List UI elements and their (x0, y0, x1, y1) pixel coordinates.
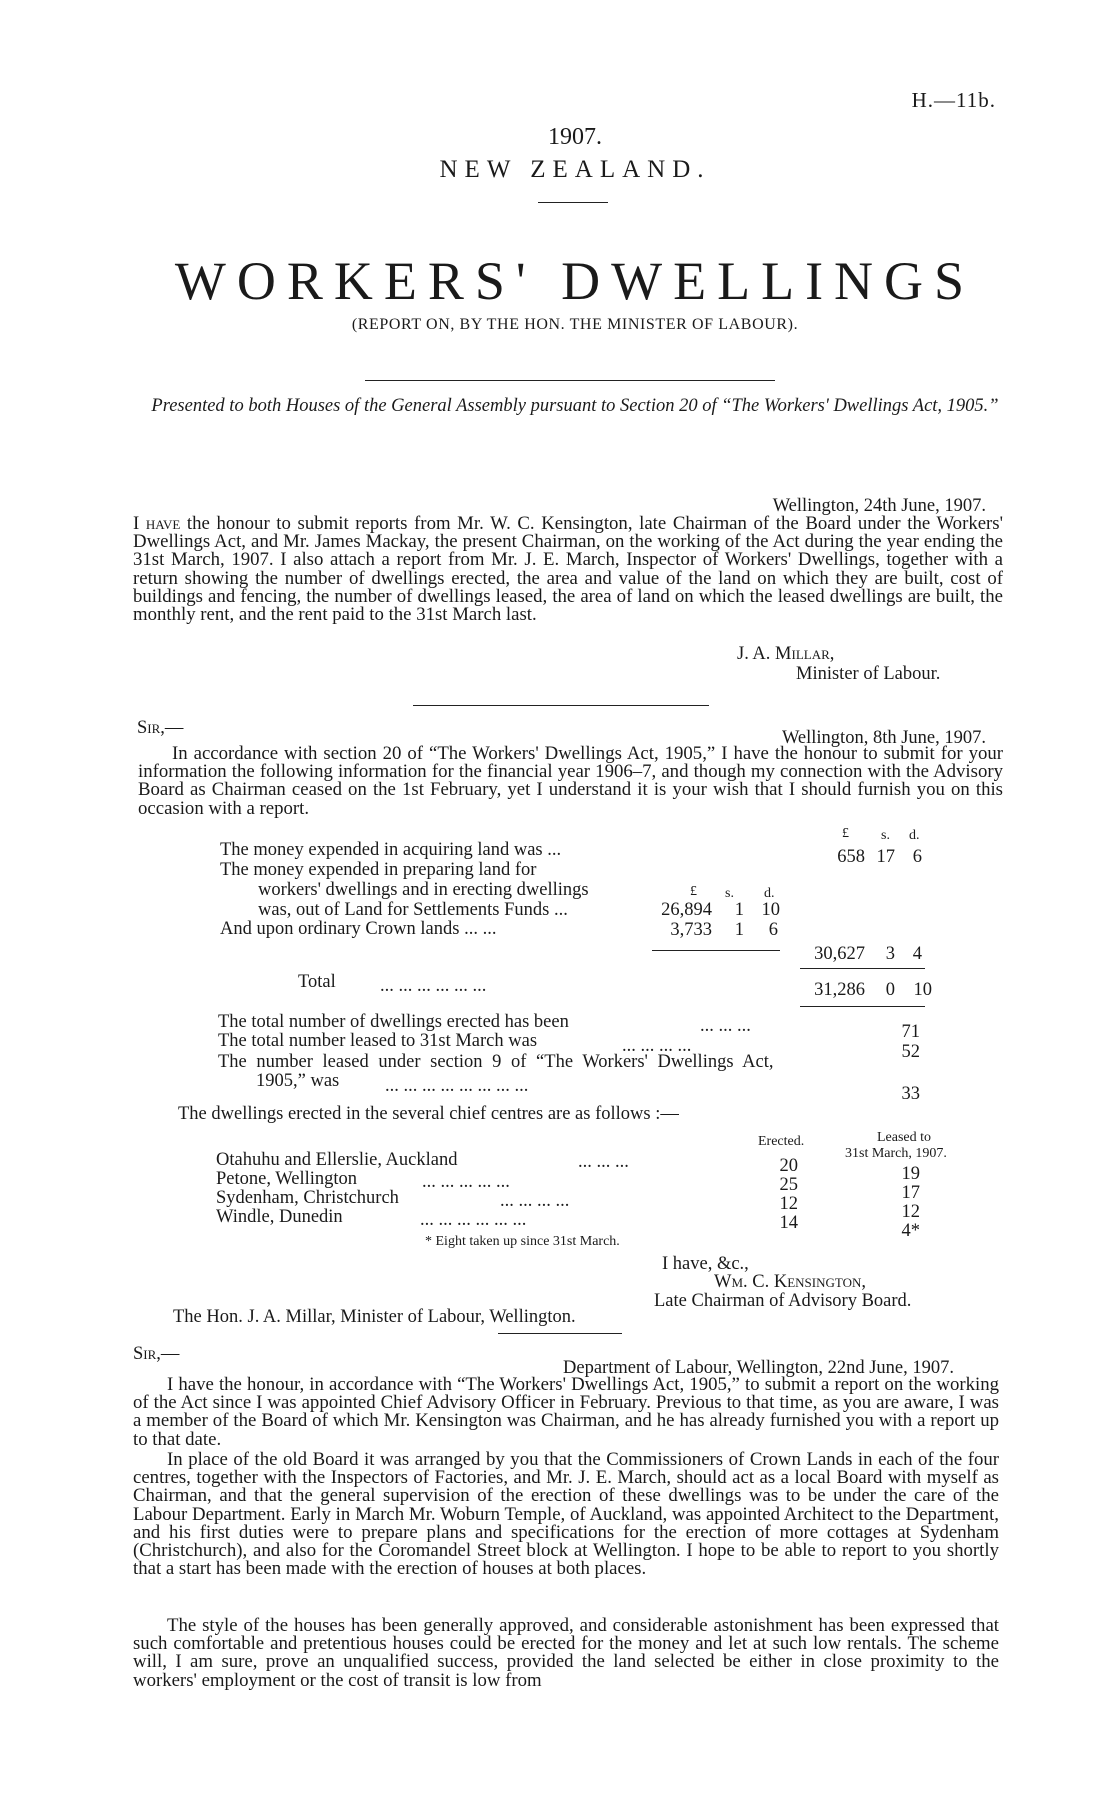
centre-leased: 4* (901, 1221, 920, 1241)
money-lsf-pounds: 26,894 (661, 900, 712, 920)
centres-header-erected: Erected. (758, 1134, 805, 1149)
presented-note: Presented to both Houses of the General Assembly pursuant to Section 20 of “The Workers' Dwellings Act, 1905.” (151, 396, 999, 416)
section-rule-1 (413, 705, 709, 706)
count-leased-value: 52 (901, 1042, 920, 1062)
centre-leaders: ... ... ... ... ... (422, 1172, 510, 1192)
kensington-signature: Wm. C. Kensington, (714, 1272, 866, 1292)
centre-erected: 25 (779, 1175, 798, 1195)
centres-footnote: * Eight taken up since 31st March. (425, 1234, 620, 1249)
money-land-pounds: 658 (837, 847, 865, 867)
count-section9-line-2: 1905,” was (256, 1071, 340, 1091)
money-subtotal-pounds: 30,627 (814, 944, 865, 964)
document-subtitle: (REPORT ON, BY THE HON. THE MINISTER OF LABOUR). (351, 316, 799, 333)
mackay-salutation: Sir,— (133, 1344, 180, 1364)
header-rule (538, 202, 608, 203)
centre-leased: 19 (901, 1164, 920, 1184)
money-header-shillings: s. (881, 828, 890, 843)
money-header-pence: d. (909, 828, 920, 843)
kensington-signature-title: Late Chairman of Advisory Board. (654, 1291, 912, 1311)
mackay-dateline: Department of Labour, Wellington, 22nd June, 1907. (563, 1358, 954, 1378)
centre-leaders: ... ... ... (578, 1152, 629, 1172)
centre-erected: 20 (779, 1156, 798, 1176)
count-erected-leaders: ... ... ... (700, 1016, 751, 1036)
minister-signature: J. A. Millar, (737, 644, 835, 664)
centres-header-leased-1: Leased to (877, 1130, 932, 1145)
money-total-leaders: ... ... ... ... ... ... (380, 976, 487, 996)
centre-name: Petone, Wellington (216, 1169, 358, 1189)
document-year: 1907. (548, 124, 602, 150)
money-sub-header-pounds: £ (690, 884, 697, 899)
kensington-letter-body: In accordance with section 20 of “The Workers' Dwellings Act, 1905,” I have the honour to submit for your information the following information for the financial year 1906–7, and though my connection with the Advisory Board as Chairman ceased on the 1st February, yet I understand it is your wish that I should furnish you on this occasion with a report. (138, 743, 1003, 819)
money-sub-header-shillings: s. (725, 886, 734, 901)
centre-name: Sydenham, Christchurch (216, 1188, 399, 1208)
mackay-paragraph: The style of the houses has been generally approved, and considerable astonishment has been expressed that such comfortable and pretentious houses could be erected for the money and let at such low rentals. The scheme will, I am sure, prove an unqualified success, provided the land selected be either in close proximity to the workers' employment or the cost of transit is low from (133, 1615, 999, 1691)
money-crown-label: And upon ordinary Crown lands ... ... (220, 919, 497, 939)
money-prep-line-1: The money expended in preparing land for (220, 860, 537, 880)
money-header-pounds: £ (842, 826, 849, 841)
money-total-pence: 10 (913, 980, 932, 1000)
money-land-pence: 6 (912, 847, 922, 867)
centre-erected: 14 (779, 1213, 798, 1233)
money-land-label: The money expended in acquiring land was ... (220, 840, 562, 860)
centre-name: Windle, Dunedin (216, 1207, 343, 1227)
centre-leaders: ... ... ... ... ... ... (420, 1210, 527, 1230)
money-total-rule (800, 1006, 925, 1007)
kensington-dateline: Wellington, 8th June, 1907. (781, 728, 986, 748)
count-leased-leaders: ... ... ... ... (622, 1036, 692, 1056)
centre-leaders: ... ... ... ... (500, 1191, 570, 1211)
money-total-pounds: 31,286 (814, 980, 865, 1000)
centre-erected: 12 (779, 1194, 798, 1214)
minister-dateline: Wellington, 24th June, 1907. (772, 496, 986, 516)
money-lsf-pence: 10 (761, 900, 780, 920)
count-erected-value: 71 (901, 1022, 920, 1042)
money-lsf-shillings: 1 (734, 900, 744, 920)
money-prep-line-2: workers' dwellings and in erecting dwellings (258, 880, 589, 900)
minister-letter-body (133, 515, 1003, 624)
count-leased-label: The total number leased to 31st March was (218, 1031, 538, 1051)
document-country: NEW ZEALAND. (439, 156, 711, 183)
money-crown-shillings: 1 (734, 920, 744, 940)
centre-leased: 12 (901, 1202, 920, 1222)
count-section9-value: 33 (901, 1084, 920, 1104)
money-total-label: Total (298, 972, 336, 992)
document-title: WORKERS' DWELLINGS (174, 251, 976, 311)
minister-letter-text: the honour to submit reports from Mr. W. C. Kensington, late Chairman of the Board under the Workers' Dwellings Act, and Mr. James Mackay, the present Chairman, on the working of the Act during the year ending the 31st March, 1907. I also attach a report from Mr. J. E. March, Inspector of Workers' Dwellings, together with a return showing the number of dwellings erected, the area and value of the land on which they are built, cost of buildings and fencing, the number of dwellings leased, the area of land on which the leased dwellings are built, the monthly rent, and the rent paid to the 31st March last. (133, 513, 1003, 626)
money-sub-header-pence: d. (764, 886, 775, 901)
centre-leased: 17 (901, 1183, 920, 1203)
subtitle-rule (365, 380, 775, 381)
minister-signature-title: Minister of Labour. (796, 664, 941, 684)
money-subtotal-shillings: 3 (885, 944, 895, 964)
section-rule-2 (498, 1333, 622, 1334)
money-subtotal-pence: 4 (912, 944, 922, 964)
money-prep-line-3: was, out of Land for Settlements Funds ... (258, 900, 568, 920)
money-sub-rule (652, 950, 780, 951)
money-land-shillings: 17 (876, 847, 895, 867)
money-crown-pence: 6 (768, 920, 778, 940)
count-erected-label: The total number of dwellings erected has been (218, 1012, 569, 1032)
mackay-paragraph: In place of the old Board it was arranged by you that the Commissioners of Crown Lands in each of the four centres, together with the Inspectors of Factories, and Mr. J. E. March, should act as a local Board with myself as Chairman, and that the general supervision of the erection of these dwellings was to be under the care of the Labour Department. Early in March Mr. Woburn Temple, of Auckland, was appointed Architect to the Department, and his first duties were to prepare plans and specifications for the erection of more cottages at Sydenham (Christchurch), and also for the Coromandel Street block at Wellington. I hope to be able to report to you shortly that a start has been made with the erection of houses at both places. (133, 1449, 999, 1580)
centres-header-leased-2: 31st March, 1907. (845, 1146, 947, 1161)
kensington-addressee: The Hon. J. A. Millar, Minister of Labour, Wellington. (173, 1307, 576, 1327)
count-section9-line-1: The number leased under section 9 of “The Workers' Dwellings Act, (218, 1052, 774, 1072)
minister-letter-opening: I have (133, 513, 181, 534)
document-reference: H.—11b. (911, 88, 996, 112)
count-section9-leaders: ... ... ... ... ... ... ... ... (385, 1076, 529, 1096)
money-subtotal-rule (800, 968, 925, 969)
money-total-shillings: 0 (885, 980, 895, 1000)
money-crown-pounds: 3,733 (670, 920, 712, 940)
centre-name: Otahuhu and Ellerslie, Auckland (216, 1150, 458, 1170)
kensington-closing: I have, &c., (662, 1254, 749, 1274)
mackay-paragraph: I have the honour, in accordance with “The Workers' Dwellings Act, 1905,” to submit a report on the working of the Act since I was appointed Chief Advisory Officer in February. Previous to that time, as you are aware, I was a member of the Board of which Mr. Kensington was Chairman, and he has already furnished you with a report up to that date. (133, 1374, 999, 1450)
kensington-salutation: Sir,— (137, 718, 184, 738)
centres-intro: The dwellings erected in the several chief centres are as follows :— (178, 1104, 679, 1124)
